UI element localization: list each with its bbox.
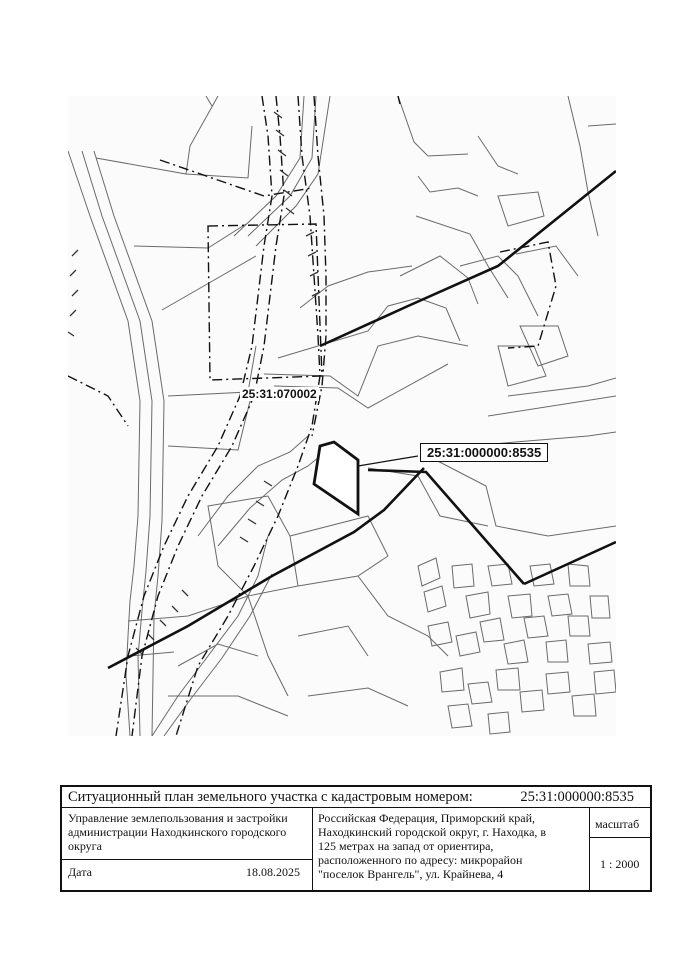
date-label: Дата xyxy=(68,865,92,879)
organization-line-3: округа xyxy=(68,839,102,853)
divider-scale xyxy=(589,837,650,838)
organization-line-2: администрации Находкинского городского xyxy=(68,825,287,839)
dashed-boundaries xyxy=(68,96,556,736)
scale-value: 1 : 2000 xyxy=(600,857,640,871)
parcel-label: 25:31:000000:8535 xyxy=(420,443,548,462)
house-cluster xyxy=(418,558,616,734)
scale-label: масштаб xyxy=(595,817,640,831)
title-block xyxy=(60,785,652,892)
block-label: 25:31:070002 xyxy=(242,387,317,401)
label-leader-line xyxy=(358,456,418,466)
light-parcel-lines xyxy=(68,96,616,736)
organization-line-1: Управление землепользования и застройки xyxy=(68,811,288,825)
date-value: 18.08.2025 xyxy=(246,865,300,879)
address xyxy=(318,811,586,881)
address-line-5: "поселок Врангель", ул. Крайнева, 4 xyxy=(318,867,504,881)
situation-map xyxy=(68,96,616,736)
map-drawing xyxy=(68,96,616,736)
divider-left xyxy=(312,807,313,892)
main-lines xyxy=(108,171,616,668)
address-line-4: расположенного по адресу: микрорайон xyxy=(318,853,523,867)
address-line-3: 125 метрах на запад от ориентира, xyxy=(318,839,494,853)
title-row xyxy=(62,787,650,808)
cadastral-number: 25:31:000000:8535 xyxy=(520,789,634,805)
address-line-2: Находкинский городской округ, г. Находка, в xyxy=(318,825,547,839)
parcel-outline xyxy=(314,442,358,514)
organization-name xyxy=(68,811,310,853)
divider-right xyxy=(589,807,590,892)
divider-date xyxy=(62,859,312,860)
address-line-1: Российская Федерация, Приморский край, xyxy=(318,811,536,825)
plan-title: Ситуационный план земельного участка с кадастровым номером: xyxy=(68,789,473,805)
